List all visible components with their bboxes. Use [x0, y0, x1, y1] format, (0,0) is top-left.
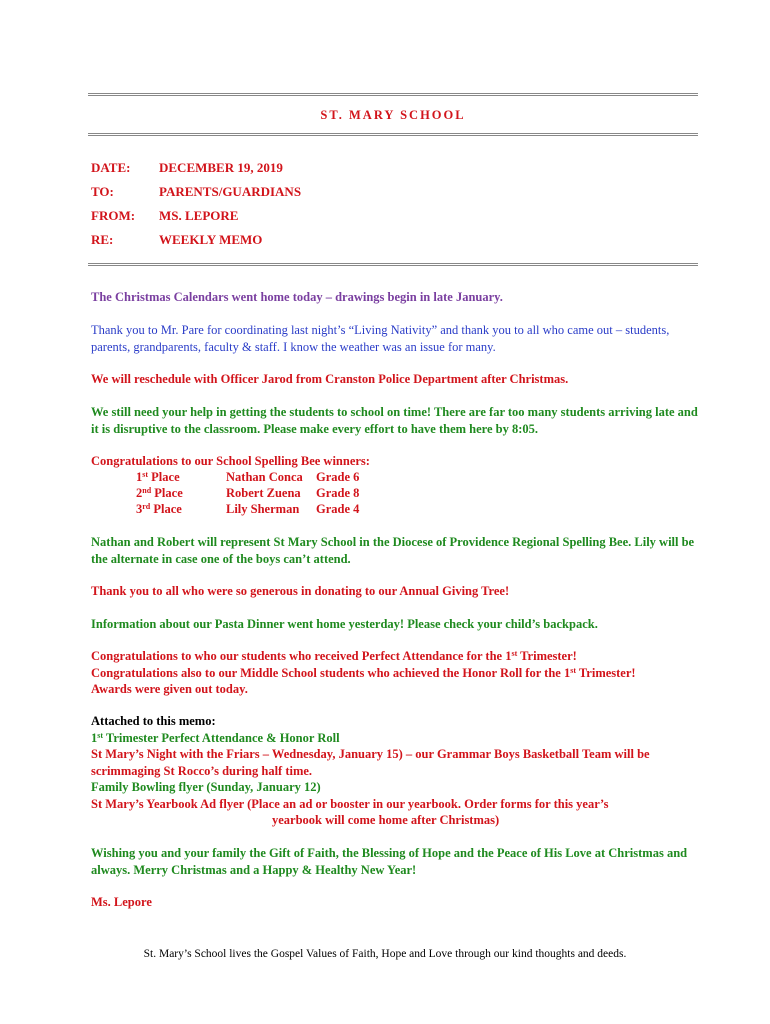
attached-item-3: Family Bowling flyer (Sunday, January 12) [91, 780, 321, 794]
title-rule [88, 133, 698, 136]
top-rule [88, 93, 698, 96]
header-rule [88, 263, 698, 266]
from-value: MS. LEPORE [159, 208, 239, 223]
re-label: RE: [91, 232, 114, 247]
on-time-note: We still need your help in getting the students to school on time! There are far too many students arriving late and it is disruptive to the classroom. Please make every effort to have them here by 8:05. [91, 405, 698, 436]
re-row [91, 232, 262, 248]
school-title: ST. MARY SCHOOL [320, 108, 466, 122]
spelling-heading: Congratulations to our School Spelling Bee winners: [91, 454, 370, 468]
winner-row: 2nd Place Robert Zuena Grade 8 [136, 486, 360, 500]
winner-row: 3rd Place Lily Sherman Grade 4 [136, 502, 360, 516]
signature: Ms. Lepore [91, 895, 152, 909]
awards-line: Awards were given out today. [91, 682, 248, 696]
to-label: TO: [91, 184, 114, 199]
winner-row: 1st Place Nathan Conca Grade 6 [136, 470, 360, 484]
regional-bee-note: Nathan and Robert will represent St Mary School in the Diocese of Providence Regional Spelling Bee. Lily will be the alternate in case one of the boys can’t attend. [91, 535, 695, 566]
police-reschedule: We will reschedule with Officer Jarod from Cranston Police Department after Christmas. [91, 372, 569, 386]
attached-item-4: St Mary’s Yearbook Ad flyer (Place an ad or booster in our yearbook. Order forms for this year’s [91, 796, 609, 811]
to-row [91, 184, 301, 200]
date-row [91, 160, 283, 176]
pasta-dinner-note: Information about our Pasta Dinner went home yesterday! Please check your child’s backpack. [91, 617, 598, 631]
from-row [91, 208, 238, 224]
from-label: FROM: [91, 208, 136, 223]
attendance-line: Congratulations to who our students who received Perfect Attendance for the 1st Trimester! [91, 649, 577, 663]
attached-section [91, 713, 701, 829]
closing-wishes: Wishing you and your family the Gift of Faith, the Blessing of Hope and the Peace of His Love at Christmas and always. Merry Christmas and a Happy & Healthy New Year! [91, 846, 688, 877]
date-value: DECEMBER 19, 2019 [159, 160, 283, 175]
attached-item-2: St Mary’s Night with the Friars – Wednesday, January 15) – our Grammar Boys Basketball Team will be scrimmaging St Rocco’s during half time. [91, 747, 650, 778]
re-value: WEEKLY MEMO [159, 232, 263, 247]
attached-item-1: 1st Trimester Perfect Attendance & Honor Roll [91, 730, 340, 745]
calendar-note: The Christmas Calendars went home today – drawings begin in late January. [91, 290, 503, 304]
nativity-thanks: Thank you to Mr. Pare for coordinating last night’s “Living Nativity” and thank you to all who came out – students, parents, grandparents, faculty & staff. I know the weather was an issue for many. [91, 323, 670, 354]
attached-item-4-cont: yearbook will come home after Christmas) [272, 813, 500, 827]
giving-tree-thanks: Thank you to all who were so generous in donating to our Annual Giving Tree! [91, 584, 510, 598]
footer-motto: St. Mary’s School lives the Gospel Values of Faith, Hope and Love through our kind thoughts and deeds. [143, 948, 627, 960]
attendance-honor-section [91, 648, 701, 698]
attached-heading: Attached to this memo: [91, 714, 216, 728]
to-value: PARENTS/GUARDIANS [159, 184, 302, 199]
honor-roll-line: Congratulations also to our Middle School students who achieved the Honor Roll for the 1st Trimester! [91, 665, 636, 680]
date-label: DATE: [91, 160, 131, 175]
